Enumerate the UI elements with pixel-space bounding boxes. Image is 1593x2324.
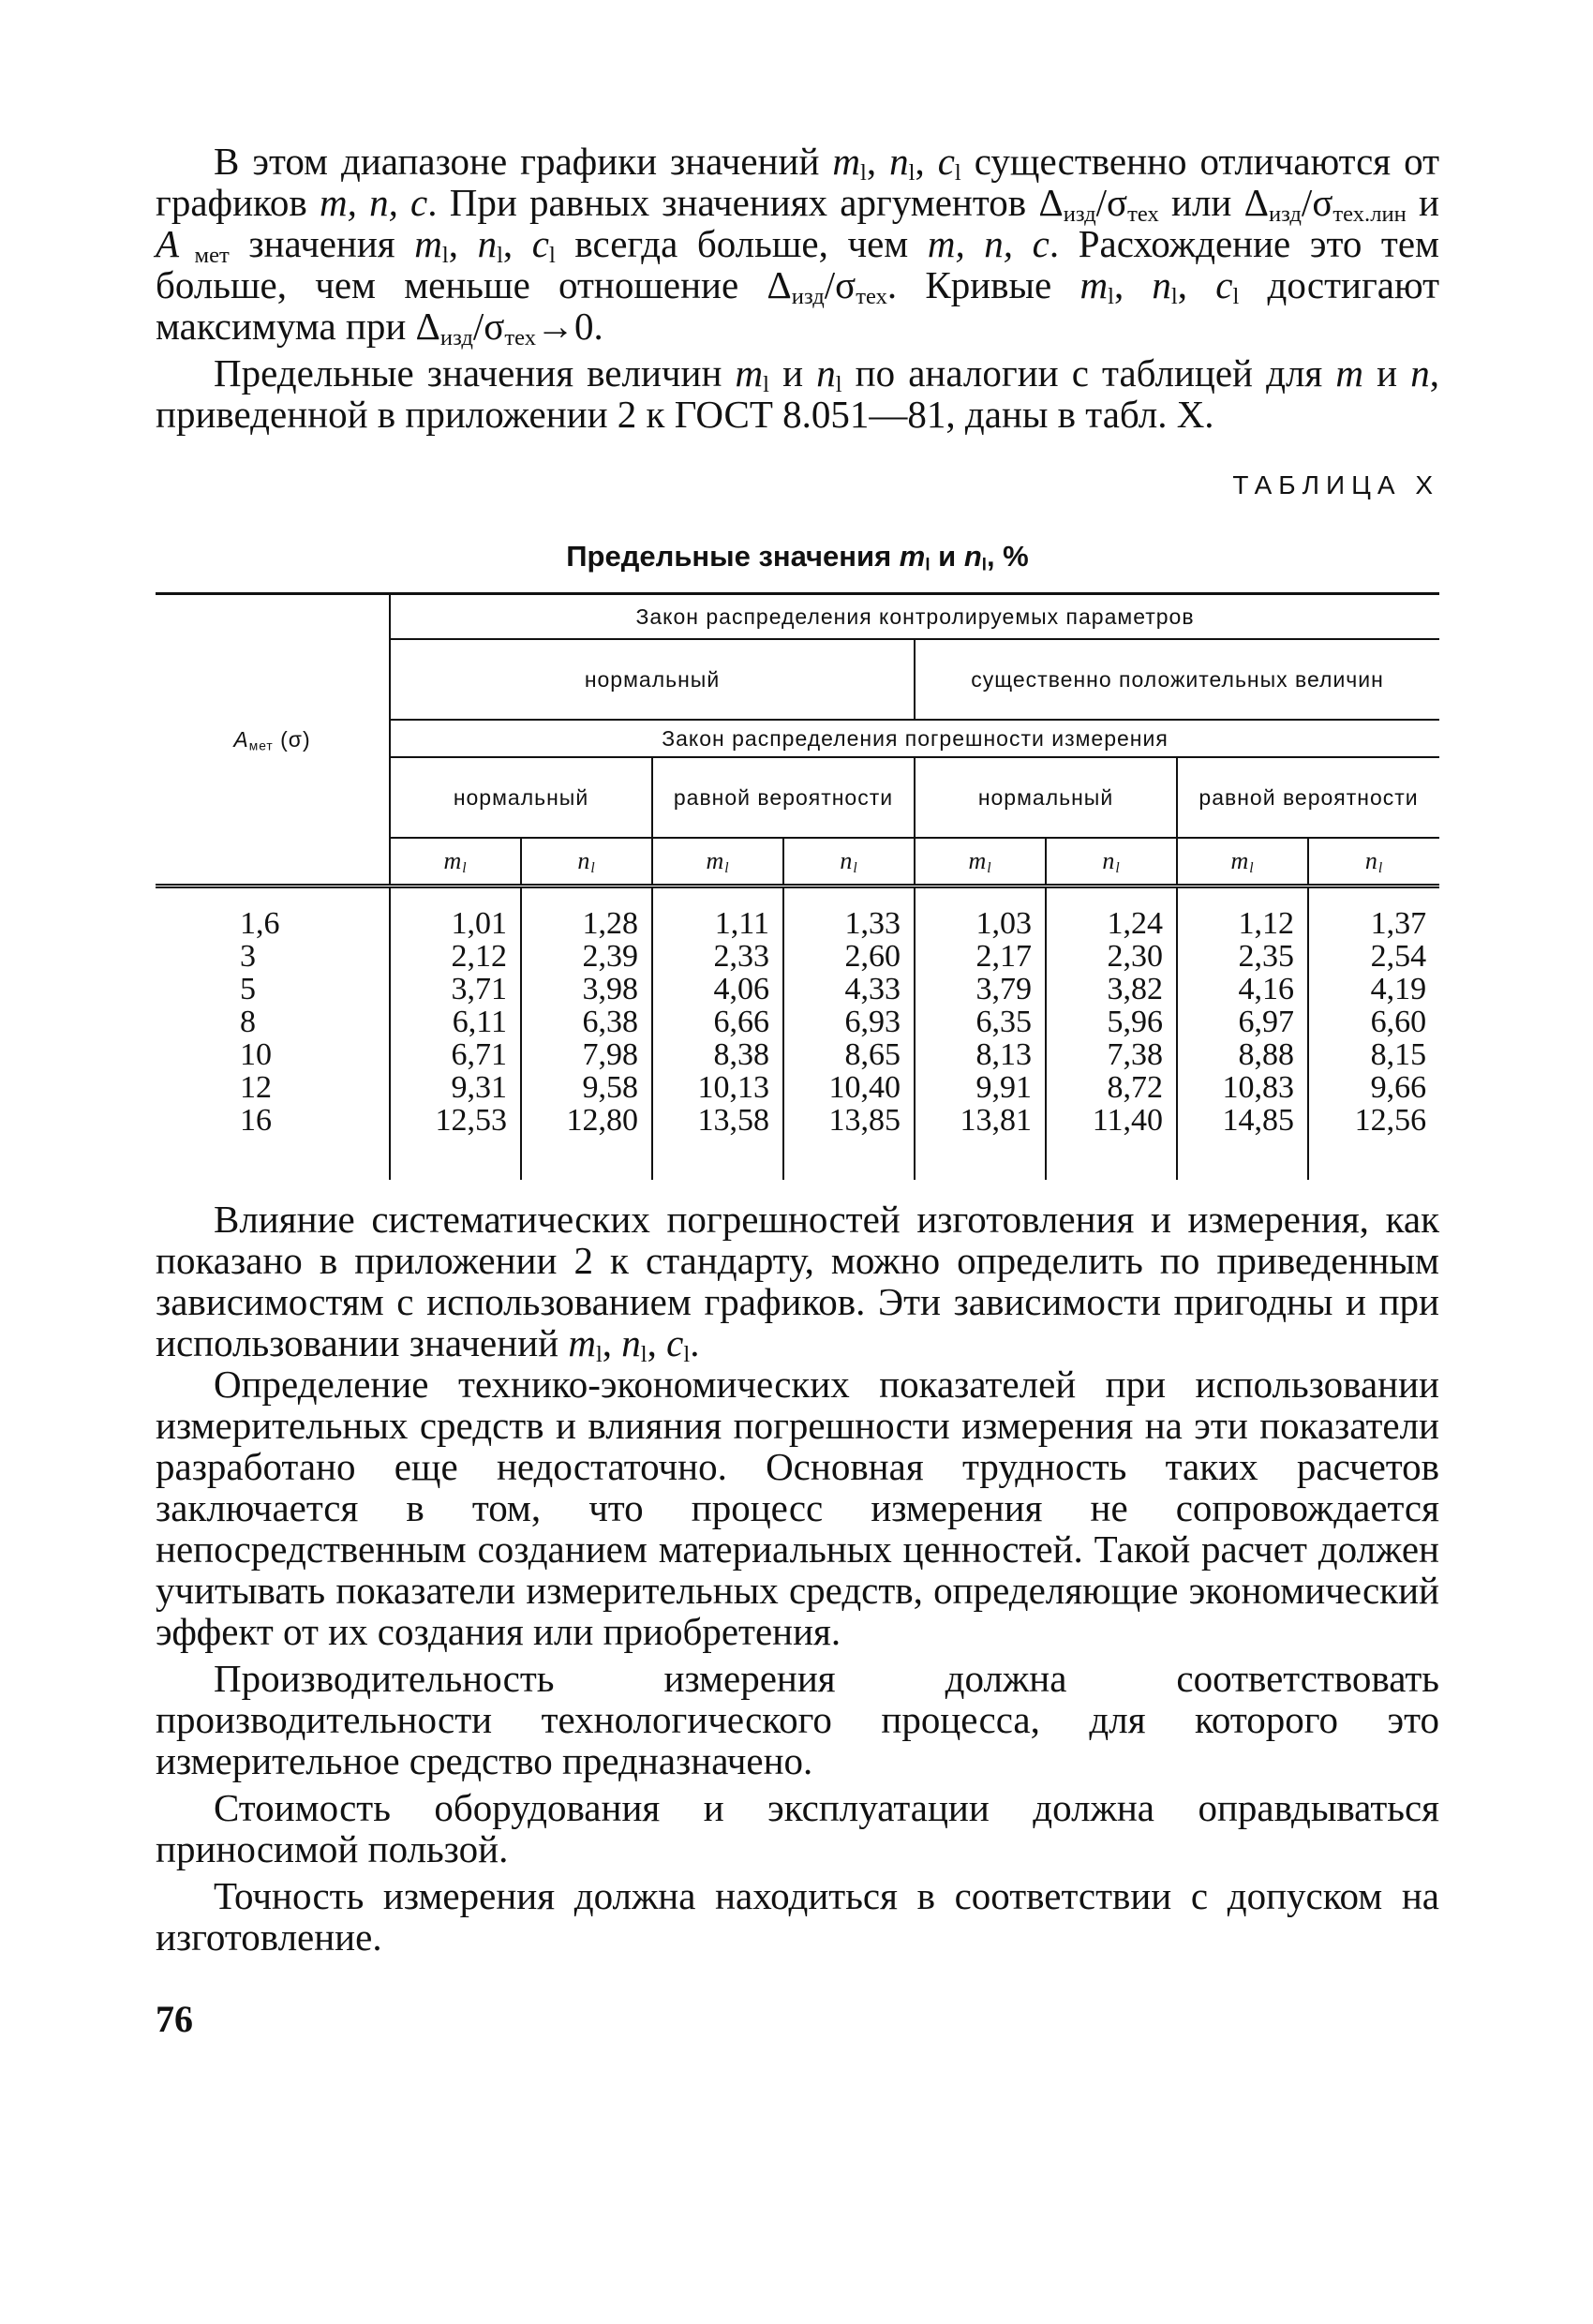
cell-n: 2,54 [1308,940,1439,973]
paragraph-1: В этом диапазоне графики значений $m_l$, $n_l$, $c_l$ существенно отличаются от графиков m, n, c. При равных значениях аргументов $\Delta_{изд}/\sigma_{тех}$ или $\Delta_{изд}/\sigma_{тех.лин}$ и A $_{мет}$ значения $m_l$, $n_l$, $c_l$ всегда больше, чем m, n, c. Расхождение это тем больше, чем меньше отношение $\Delta_{изд}/\sigma_{тех}$. Кривые $m_l$, $n_l$, $c_l$ достигают максимума при $\Delta_{изд}/\sigma_{тех}\to 0$. [156,140,1440,351]
cell-m: 2,35 [1177,940,1308,973]
cell-m: 14,85 [1177,1104,1308,1137]
page-number: 76 [156,1998,193,2040]
header-error-law: равной вероятности [652,757,915,838]
paragraph-2: Предельные значения величин $m_l$ и $n_l$ по аналогии с таблицей для m и n, приведенной в приложении 2 к ГОСТ 8.051—81, даны в табл. X. [156,351,1439,436]
table-row [156,1038,1439,1071]
cell-m: 13,58 [652,1104,783,1137]
header-n: $n_l$ [783,838,915,886]
table-row [156,1006,1439,1038]
header-law-params: Закон распределения контролируемых параметров [390,594,1439,640]
cell-m: 8,88 [1177,1038,1308,1071]
cell-m: 3,79 [915,973,1046,1006]
header-m: $m_l$ [652,838,783,886]
cell-m: 6,35 [915,1006,1046,1038]
header-m: $m_l$ [390,838,521,886]
header-error-law: нормальный [390,757,652,838]
cell-n: 2,60 [783,940,915,973]
header-n: $n_l$ [1046,838,1177,886]
cell-m: 2,12 [390,940,521,973]
cell-n: 8,65 [783,1038,915,1071]
cell-n: 1,24 [1046,907,1177,940]
table-caption: Предельные значения $m_l$ и $n_l$, % [566,540,1029,574]
cell-n: 6,38 [521,1006,652,1038]
header-positive: существенно положительных величин [915,639,1439,720]
header-error-law: равной вероятности [1177,757,1439,838]
cell-n: 8,72 [1046,1071,1177,1104]
limit-values-table [156,592,1439,1180]
cell-n: 5,96 [1046,1006,1177,1038]
row-a-value: 12 [240,1070,272,1105]
header-m: $m_l$ [915,838,1046,886]
cell-m: 4,06 [652,973,783,1006]
cell-n: 13,85 [783,1104,915,1137]
table-row [156,973,1439,1006]
cell-m: 6,11 [390,1006,521,1038]
header-n: $n_l$ [1308,838,1439,886]
cell-m: 2,33 [652,940,783,973]
table-body [156,886,1439,1181]
cell-n: 7,38 [1046,1038,1177,1071]
paragraph-5: Производительность измерения должна соответствовать производительности технологического процесса, для которого это измерительное средство предназначено. [156,1657,1439,1782]
cell-n: 2,39 [521,940,652,973]
table-label: ТАБЛИЦА X [1232,470,1439,499]
cell-n: 7,98 [521,1038,652,1071]
cell-n: 4,19 [1308,973,1439,1006]
cell-n: 6,60 [1308,1006,1439,1038]
cell-m: 4,16 [1177,973,1308,1006]
cell-n: 4,33 [783,973,915,1006]
cell-m: 9,31 [390,1071,521,1104]
cell-n: 8,15 [1308,1038,1439,1071]
cell-n: 1,37 [1308,907,1439,940]
cell-m: 13,81 [915,1104,1046,1137]
page [156,141,1439,2041]
cell-m: 8,13 [915,1038,1046,1071]
cell-m: 6,97 [1177,1006,1308,1038]
cell-m: 6,71 [390,1038,521,1071]
header-law-errors: Закон распределения погрешности измерения [390,720,1439,757]
cell-n: 1,33 [783,907,915,940]
cell-n: 3,82 [1046,973,1177,1006]
cell-n: 3,98 [521,973,652,1006]
row-a-value: 10 [240,1037,272,1072]
cell-m: 1,12 [1177,907,1308,940]
table-row [156,940,1439,973]
header-m: $m_l$ [1177,838,1308,886]
table-row [156,1071,1439,1104]
row-a-value: 1,6 [240,906,280,941]
paragraph-7: Точность измерения должна находиться в соответствии с допуском на изготовление. [156,1874,1439,1959]
cell-n: 6,93 [783,1006,915,1038]
row-a-value: 16 [240,1103,272,1138]
row-header-cell: $A_{мет}$ (σ) [156,594,390,886]
cell-n: 9,66 [1308,1071,1439,1104]
cell-m: 2,17 [915,940,1046,973]
cell-m: 3,71 [390,973,521,1006]
paragraph-6: Стоимость оборудования и эксплуатации должна оправдываться приносимой пользой. [156,1786,1439,1870]
cell-n: 9,58 [521,1071,652,1104]
cell-n: 10,40 [783,1071,915,1104]
cell-n: 2,30 [1046,940,1177,973]
header-error-law: нормальный [915,757,1177,838]
row-a-value: 5 [240,972,256,1006]
cell-m: 10,83 [1177,1071,1308,1104]
cell-n: 11,40 [1046,1104,1177,1137]
cell-m: 8,38 [652,1038,783,1071]
header-n: $n_l$ [521,838,652,886]
cell-n: 12,80 [521,1104,652,1137]
cell-m: 12,53 [390,1104,521,1137]
cell-m: 1,03 [915,907,1046,940]
row-a-value: 8 [240,1005,256,1039]
row-a-value: 3 [240,939,256,974]
paragraph-4: Определение технико-экономических показателей при использовании измерительных средств и влияния погрешности измерения на эти показатели разработано еще недостаточно. Основная трудность таких расчетов заключается в том, что процесс измерения не сопровождается непосредственным созданием материальных ценностей. Такой расчет должен учитывать показатели измерительных средств, определяющие экономический эффект от их создания или приобретения. [156,1363,1439,1653]
cell-n: 1,28 [521,907,652,940]
cell-m: 1,11 [652,907,783,940]
cell-m: 10,13 [652,1071,783,1104]
paragraph-3: Влияние систематических погрешностей изготовления и измерения, как показано в приложении 2 к стандарту, можно определить по приведенным зависимостям с использованием графиков. Эти зависимости пригодны и при использовании значений $m_l$, $n_l$, $c_l$. [156,1198,1439,1368]
table-row [156,1104,1439,1137]
cell-m: 1,01 [390,907,521,940]
table-row [156,907,1439,940]
cell-n: 12,56 [1308,1104,1439,1137]
cell-m: 9,91 [915,1071,1046,1104]
header-normal: нормальный [390,639,915,720]
cell-m: 6,66 [652,1006,783,1038]
